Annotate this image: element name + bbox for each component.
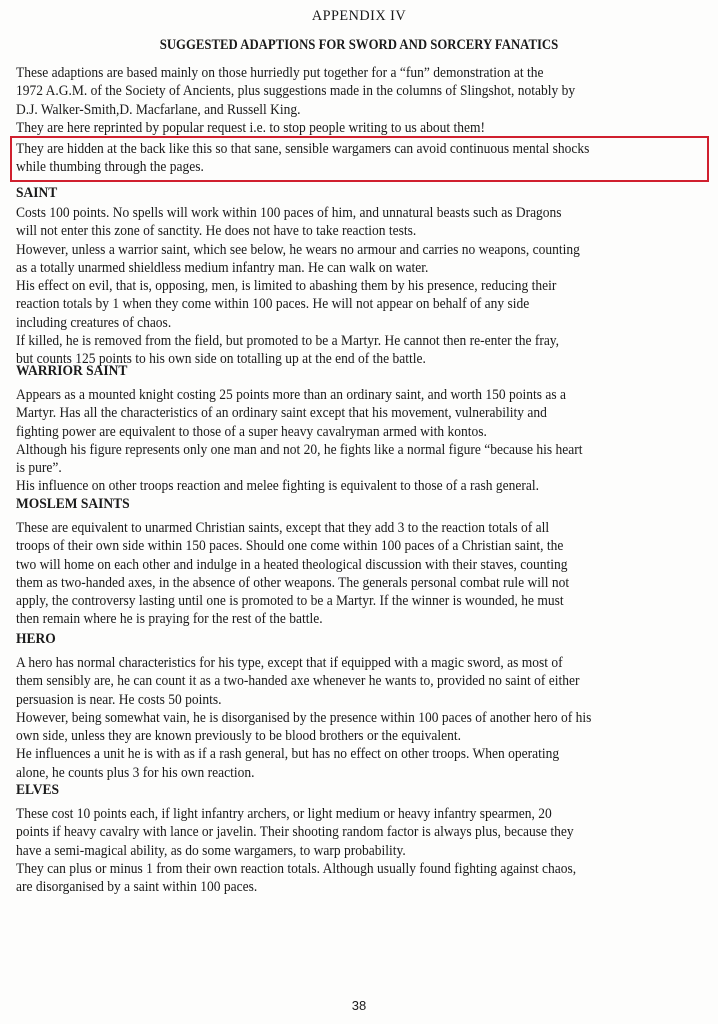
section-moslem-saints xyxy=(16,495,631,629)
page-number: 38 xyxy=(351,998,367,1013)
section-line: Although his figure represents only one man and not 20, he fights like a normal figure “because his heart xyxy=(16,441,583,458)
section-line: persuasion is near. He costs 50 points. xyxy=(16,691,222,708)
section-line: apply, the controversy lasting until one is promoted to be a Martyr. If the winner is wounded, he must xyxy=(16,593,564,610)
intro-line: D.J. Walker-Smith,D. Macfarlane, and Russell King. xyxy=(16,101,301,118)
highlighted-line: They are hidden at the back like this so that sane, sensible wargamers can avoid continuous mental shocks xyxy=(16,141,590,157)
section-line: These cost 10 points each, if light infantry archers, or light medium or heavy infantry spearmen, 20 xyxy=(16,806,552,822)
section-saint xyxy=(16,184,643,369)
section-line: including creatures of chaos. xyxy=(16,314,172,331)
section-line: His effect on evil, that is, opposing, men, is limited to abashing them by his presence, reducing their xyxy=(16,278,557,295)
section-line: They can plus or minus 1 from their own reaction totals. Although usually found fighting against chaos, xyxy=(16,860,577,877)
intro-line: 1972 A.G.M. of the Society of Ancients, plus suggestions made in the columns of Slingshot, notably by xyxy=(16,83,576,100)
section-line: are disorganised by a saint within 100 paces. xyxy=(16,879,258,896)
section-line: However, unless a warrior saint, which see below, he wears no armour and carries no weapons, counting xyxy=(16,241,580,258)
appendix-title: APPENDIX IV xyxy=(311,8,407,24)
section-warrior-saint xyxy=(16,362,645,496)
section-line: but counts 125 points to his own side on totalling up at the end of the battle. xyxy=(16,351,426,368)
section-line: fighting power are equivalent to those of a super heavy cavalryman armed with kontos. xyxy=(16,423,487,440)
intro-paragraph xyxy=(16,64,716,137)
section-line: troops of their own side within 150 paces. Should one come within 100 paces of a Christian saint, the xyxy=(16,538,564,555)
highlighted-paragraph xyxy=(16,140,653,177)
section-line: His influence on other troops reaction and melee fighting is equivalent to those of a rash general. xyxy=(16,478,539,495)
section-line: is pure”. xyxy=(16,460,62,477)
section-line: then remain where he is praying for the rest of the battle. xyxy=(16,611,323,628)
section-line: two will home on each other and indulge in a heated theological discussion with their staves, counting xyxy=(16,556,568,573)
section-heading: SAINT xyxy=(16,185,58,201)
section-heading: WARRIOR SAINT xyxy=(16,363,128,379)
section-line: If killed, he is removed from the field, but promoted to be a Martyr. He cannot then re-enter the fray, xyxy=(16,333,560,350)
section-heading: MOSLEM SAINTS xyxy=(16,496,130,512)
intro-line: These adaptions are based mainly on those hurriedly put together for a “fun” demonstration at the xyxy=(16,65,544,81)
section-hero xyxy=(16,630,655,782)
section-line: He influences a unit he is with as if a rash general, but has no effect on other troops. When operating xyxy=(16,746,560,763)
section-line: as a totally unarmed shieldless medium infantry man. He can walk on water. xyxy=(16,259,429,276)
section-line: own side, unless they are known previously to be blood brothers or the equivalent. xyxy=(16,728,462,745)
section-line: them as two-handed axes, in the absence of other weapons. The generals personal combat rule will not xyxy=(16,574,570,591)
page-heading: SUGGESTED ADAPTIONS FOR SWORD AND SORCERY FANATICS xyxy=(159,37,559,53)
section-line: However, being somewhat vain, he is disorganised by the presence within 100 paces of another hero of his xyxy=(16,709,592,726)
section-line: A hero has normal characteristics for his type, except that if equipped with a magic sword, as most of xyxy=(16,655,563,671)
section-line: alone, he counts plus 3 for his own reaction. xyxy=(16,764,255,781)
section-line: Appears as a mounted knight costing 25 points more than an ordinary saint, and worth 150 points as a xyxy=(16,387,567,403)
section-line: Costs 100 points. No spells will work within 100 paces of him, and unnatural beasts such as Dragons xyxy=(16,205,562,221)
section-heading: ELVES xyxy=(16,782,60,798)
section-heading: HERO xyxy=(16,631,56,647)
section-elves xyxy=(16,781,638,896)
section-line: points if heavy cavalry with lance or javelin. Their shooting random factor is always plus, because they xyxy=(16,824,574,841)
section-line: will not enter this zone of sanctity. He does not have to take reaction tests. xyxy=(16,223,417,240)
section-line: them sensibly are, he can count it as a two-handed axe whenever he wants to, provided no saint of either xyxy=(16,673,580,690)
section-line: Martyr. Has all the characteristics of an ordinary saint except that his movement, vulnerability and xyxy=(16,405,547,422)
section-line: These are equivalent to unarmed Christian saints, except that they add 3 to the reaction totals of all xyxy=(16,520,550,536)
section-line: have a semi-magical ability, as do some wargamers, to warp probability. xyxy=(16,842,406,859)
intro-line: They are here reprinted by popular request i.e. to stop people writing to us about them! xyxy=(16,119,485,136)
highlighted-line: while thumbing through the pages. xyxy=(16,159,204,176)
section-line: reaction totals by 1 when they come within 100 paces. He will not appear on behalf of any side xyxy=(16,296,530,313)
